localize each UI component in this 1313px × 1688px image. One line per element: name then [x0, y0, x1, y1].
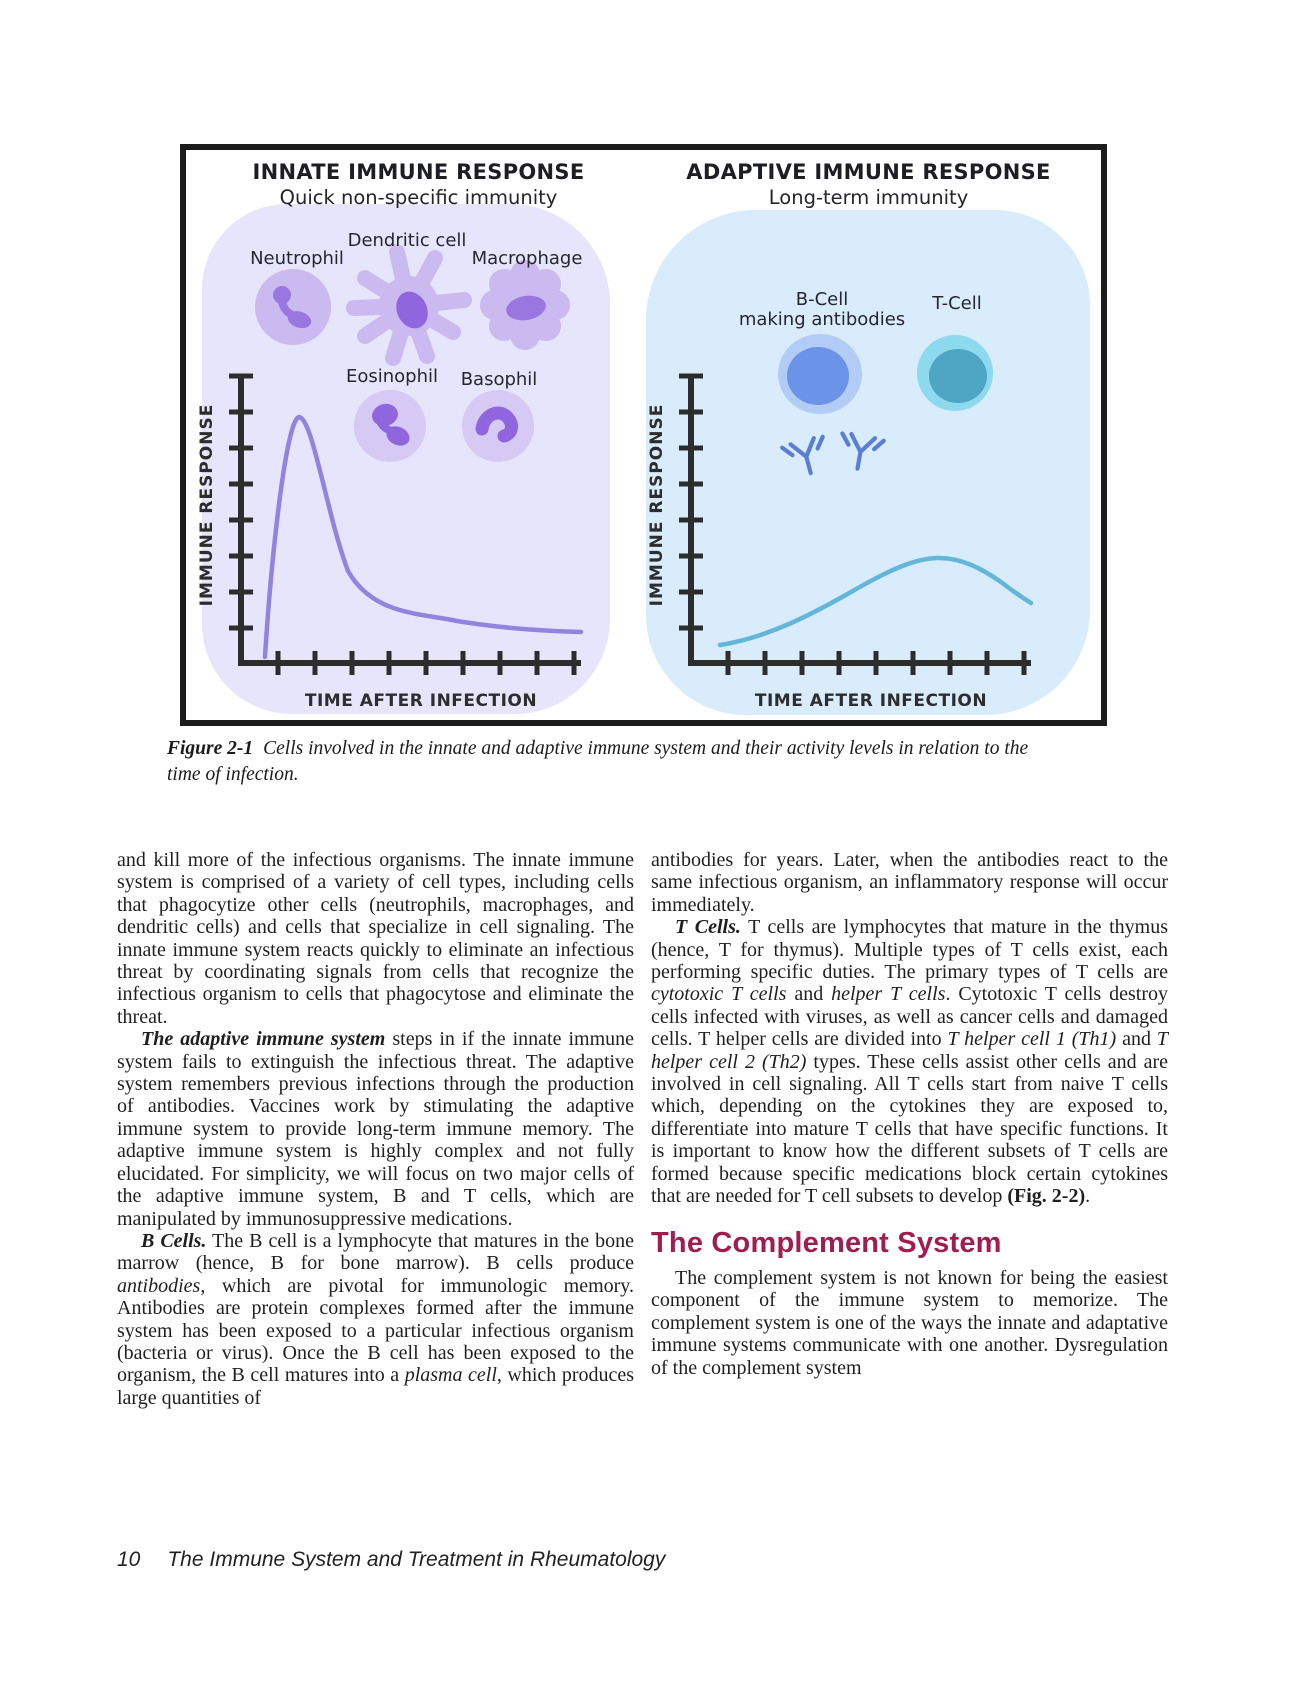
neutrophil-cell-icon — [255, 269, 331, 345]
figure-caption-label: Figure 2-1 — [167, 738, 254, 759]
adaptive-ylabel: IMMUNE RESPONSE — [647, 403, 667, 607]
right-column-upper-paragraphs — [651, 849, 1168, 1208]
body-paragraph: and kill more of the infectious organisms. The innate immune system is comprised of a variety of cell types, including cells that phagocytize other cells (neutrophils, macrophages, and dendritic cells) and cells that specialize in cell signaling. The innate immune system reacts quickly to eliminate an infectious threat by coordinating signals from cells that recognize the infectious organism to cells that phagocytose and eliminate the threat. — [117, 849, 634, 1028]
body-paragraph: B Cells. The B cell is a lymphocyte that matures in the bone marrow (hence, B for bone marrow). B cells produce antibodies, which are pivotal for immunologic memory. Antibodies are protein complexes formed after the immune system has been exposed to a particular infectious organism (bacteria or virus). Once the B cell has been exposed to the organism, the B cell matures into a plasma cell, which produces large quantities of — [117, 1229, 635, 1409]
b-cell-icon — [778, 334, 862, 414]
right-text-column — [651, 849, 1168, 1379]
adaptive-illustration — [646, 160, 1091, 716]
adaptive-chart-axes — [679, 374, 1031, 675]
macrophage-label: Macrophage — [471, 248, 583, 269]
adaptive-xlabel: TIME AFTER INFECTION — [754, 691, 988, 711]
basophil-label: Basophil — [460, 369, 538, 390]
dendritic-cell-icon — [354, 252, 464, 358]
body-paragraph: T Cells. T cells are lymphocytes that mature in the thymus (hence, T for thymus). Multiple types of T cells exist, each performing specific duties. The primary types of T cells are cytotoxic T cells and helper T cells. Cytotoxic T cells destroy cells infected with viruses, as well as cancer cells and damaged cells. T helper cells are divided into T helper cell 1 (Th1) and T helper cell 2 (Th2) types. These cells assist other cells and are involved in cell signaling. All T cells start from naive T cells which, depending on the cytokines they are exposed to, differentiate into mature T cells that have specific functions. It is important to know how the different subsets of T cells are formed because specific medications block certain cytokines that are needed for T cell subsets to develop (Fig. 2-2). — [651, 916, 1169, 1208]
section-heading-complement-system: The Complement System — [651, 1226, 1002, 1259]
b-cell-label-line2: making antibodies — [738, 309, 906, 330]
adaptive-panel — [646, 160, 1091, 716]
adaptive-panel-subtitle: Long-term immunity — [768, 186, 969, 209]
neutrophil-label: Neutrophil — [250, 248, 344, 269]
running-title: The Immune System and Treatment in Rheumatology — [167, 1548, 666, 1571]
page-number: 10 — [117, 1548, 141, 1571]
macrophage-cell-icon — [480, 260, 570, 350]
body-paragraph: The complement system is not known for being the easiest component of the immune system to memorize. The complement system is one of the ways the innate and adaptative immune systems communicate with one another. Dysregulation of the complement system — [651, 1266, 1168, 1379]
adaptive-response-curve — [720, 558, 1031, 645]
left-text-column — [117, 849, 634, 1409]
dendritic-cell-label: Dendritic cell — [347, 230, 467, 251]
innate-ylabel: IMMUNE RESPONSE — [197, 403, 217, 607]
figure-caption — [167, 736, 1064, 787]
antibody-icons — [782, 432, 884, 478]
innate-panel-subtitle: Quick non-specific immunity — [279, 186, 558, 209]
b-cell-label-line1: B-Cell — [795, 289, 849, 310]
figure-caption-text: Cells involved in the innate and adaptive immune system and their activity levels in relation to the time of infection. — [167, 738, 1029, 785]
body-paragraph: The adaptive immune system steps in if the innate immune system fails to extinguish the infectious threat. The adaptive system remembers previous infections through the production of antibodies. Vaccines work by stimulating the adaptive immune system to provide long-term immune memory. The adaptive immune system is highly complex and not fully elucidated. For simplicity, we will focus on two major cells of the adaptive immune system, B and T cells, which are manipulated by immunosuppressive medications. — [117, 1028, 635, 1230]
basophil-cell-icon — [462, 390, 534, 462]
eosinophil-cell-icon — [354, 390, 426, 462]
figure-2-1 — [180, 144, 1107, 726]
t-cell-label: T-Cell — [932, 293, 982, 314]
body-paragraph: antibodies for years. Later, when the antibodies react to the same infectious organism, an inflammatory response will occur immediately. — [651, 849, 1168, 916]
innate-xlabel: TIME AFTER INFECTION — [304, 691, 538, 711]
innate-panel-title: INNATE IMMUNE RESPONSE — [252, 160, 585, 184]
page-footer — [117, 1548, 665, 1572]
innate-panel — [196, 160, 641, 716]
innate-response-curve — [265, 417, 581, 657]
right-column-lower-paragraphs — [651, 1267, 1168, 1379]
eosinophil-label: Eosinophil — [345, 366, 439, 387]
adaptive-panel-title: ADAPTIVE IMMUNE RESPONSE — [686, 160, 1051, 184]
t-cell-icon — [917, 335, 993, 411]
